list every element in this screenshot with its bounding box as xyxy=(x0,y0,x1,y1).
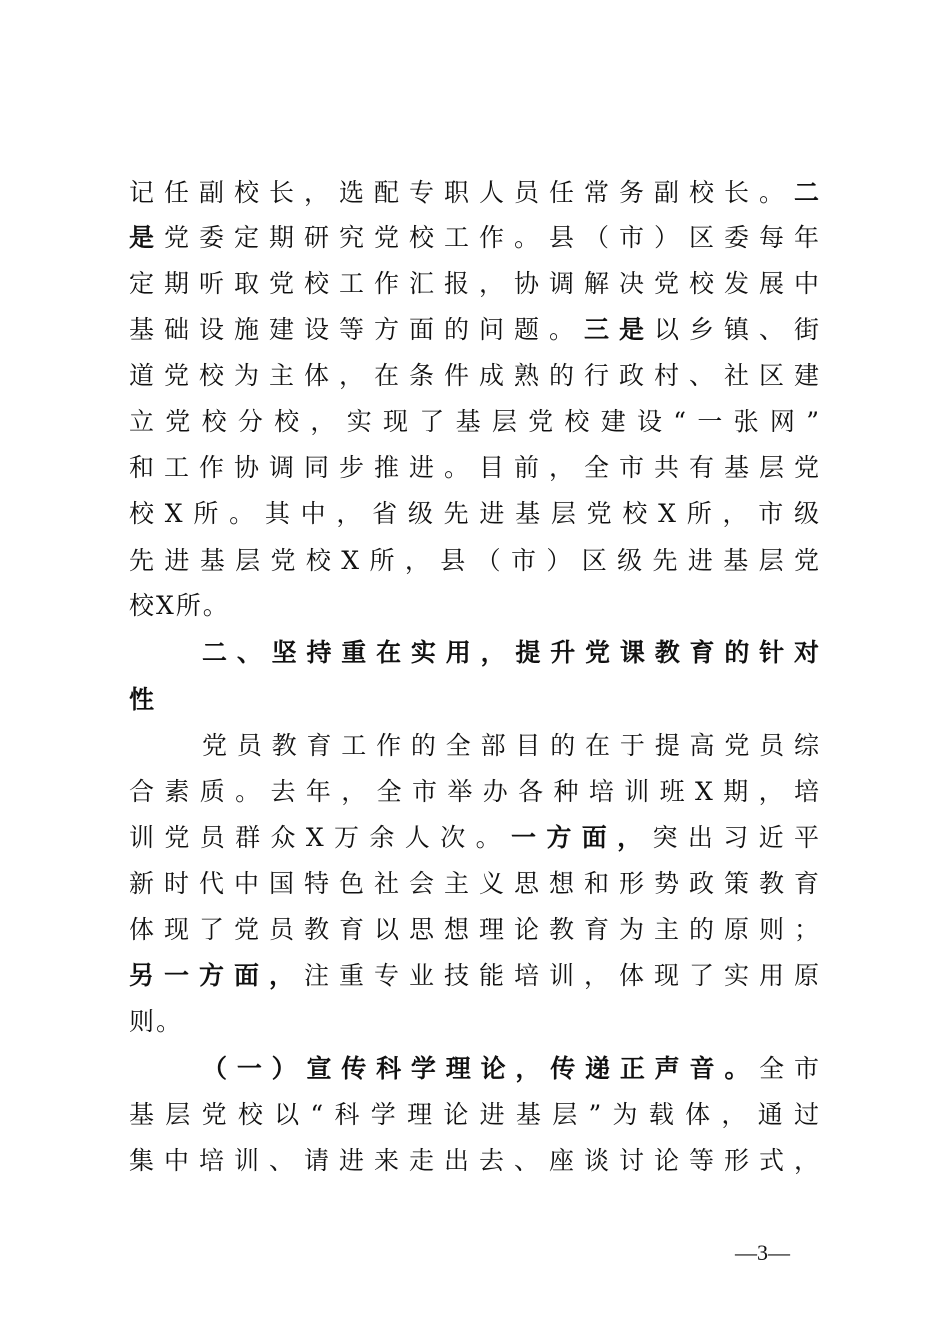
text-span: 和工作协调同步推进。目前，全市共有基层党 xyxy=(129,453,821,482)
bold-text: 另一方面， xyxy=(129,961,304,990)
bold-text: 二、坚持重在实用，提升党课教育的针对 xyxy=(202,638,821,667)
text-line xyxy=(129,218,821,258)
text-span: 党委定期研究党校工作。县（市）区委每年 xyxy=(164,223,821,252)
text-line xyxy=(129,680,821,720)
text-span: 全市 xyxy=(759,1054,821,1083)
text-span: 基层党校以“科学理论进基层”为载体，通过 xyxy=(129,1100,821,1129)
text-line xyxy=(129,956,821,996)
text-line xyxy=(129,448,821,488)
text-span: 突出习近平 xyxy=(652,823,821,852)
bold-text: 性 xyxy=(129,685,157,714)
text-line xyxy=(129,310,821,350)
text-span: 道党校为主体，在条件成熟的行政村、社区建 xyxy=(129,361,821,390)
text-span: 立党校分校，实现了基层党校建设“一张网” xyxy=(129,407,821,436)
bold-text: 三是 xyxy=(583,315,654,344)
text-line xyxy=(129,402,821,442)
text-span: 注重专业技能培训，体现了实用原 xyxy=(304,961,821,990)
text-span: 基础设施建设等方面的问题。 xyxy=(129,315,584,344)
text-span: 合素质。去年，全市举办各种培训班X期，培 xyxy=(129,777,821,806)
text-line xyxy=(129,864,821,904)
text-line xyxy=(129,1095,821,1135)
text-line xyxy=(129,1002,821,1042)
text-line xyxy=(129,586,821,626)
bold-text: 二 xyxy=(793,178,821,207)
text-line xyxy=(129,264,821,304)
text-line xyxy=(129,910,821,950)
text-span: 体现了党员教育以思想理论教育为主的原则； xyxy=(129,915,821,944)
text-span: 记任副校长，选配专职人员任常务副校长。 xyxy=(129,178,794,207)
page-number: —3— xyxy=(735,1240,790,1265)
bold-text: 是 xyxy=(129,223,164,252)
text-line xyxy=(202,726,821,766)
text-span: 校X所。其中，省级先进基层党校X所，市级 xyxy=(129,499,821,528)
text-span: 训党员群众X万余人次。 xyxy=(129,823,511,852)
text-span: 以乡镇、街 xyxy=(653,315,821,344)
text-line xyxy=(129,1141,821,1181)
text-line xyxy=(129,494,821,534)
text-line xyxy=(129,173,821,213)
text-span: 校X所。 xyxy=(129,591,230,620)
text-line xyxy=(129,772,821,812)
text-line xyxy=(202,633,821,673)
text-span: 先进基层党校X所，县（市）区级先进基层党 xyxy=(129,546,821,575)
text-span: 新时代中国特色社会主义思想和形势政策教育 xyxy=(129,869,821,898)
text-line xyxy=(129,541,821,581)
text-span: 定期听取党校工作汇报，协调解决党校发展中 xyxy=(129,269,821,298)
text-span: 集中培训、请进来走出去、座谈讨论等形式， xyxy=(129,1146,821,1175)
bold-text: （一）宣传科学理论，传递正声音。 xyxy=(202,1054,760,1083)
bold-text: 一方面， xyxy=(510,823,653,852)
text-line xyxy=(129,818,821,858)
text-line xyxy=(202,1049,821,1089)
text-line xyxy=(129,356,821,396)
text-span: 则。 xyxy=(129,1007,184,1036)
text-span: 党员教育工作的全部目的在于提高党员综 xyxy=(202,731,821,760)
